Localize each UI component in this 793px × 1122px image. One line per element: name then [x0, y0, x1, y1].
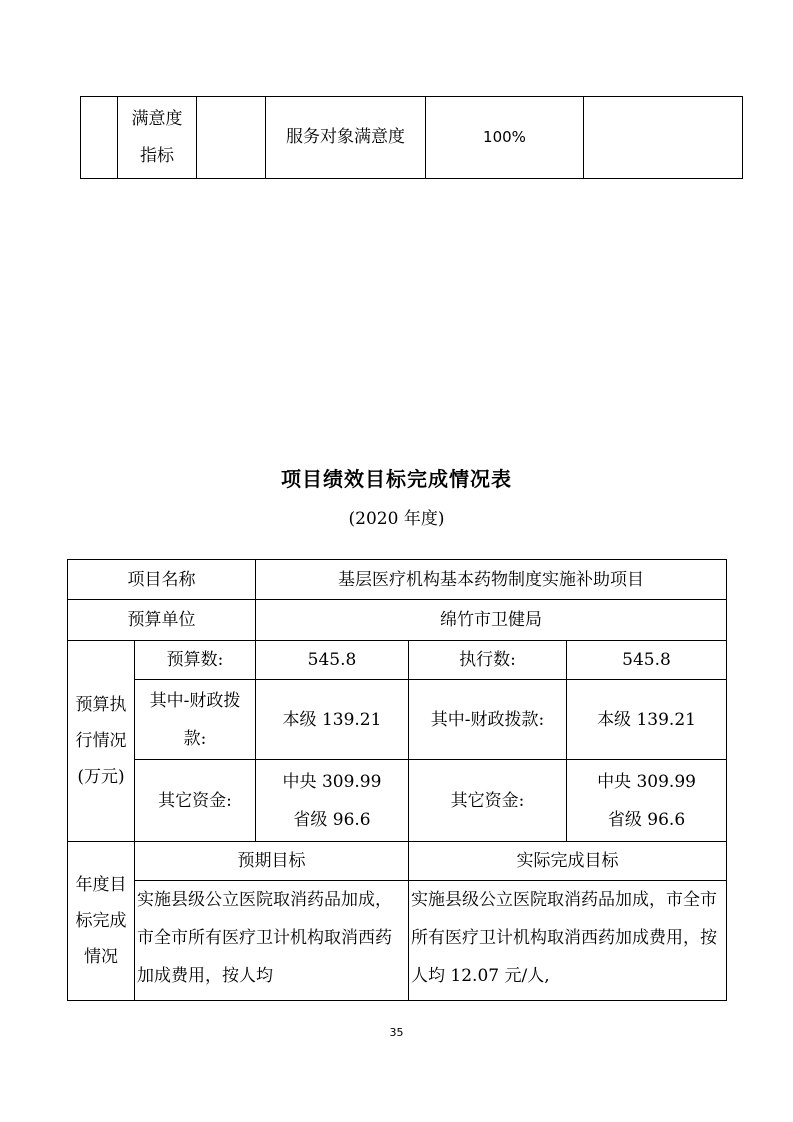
other-value-right [567, 760, 727, 842]
fiscal-value-left: 本级 139.21 [256, 680, 409, 760]
top-table-category: 满意度指标 [118, 97, 197, 179]
actual-target-text: 实施县级公立医院取消药品加成，市全市所有医疗卫计机构取消西药加成费用，按人均 12.07 元/人, [409, 881, 727, 1001]
actual-target-header: 实际完成目标 [409, 842, 727, 881]
budget-unit-label: 预算单位 [68, 600, 256, 641]
annual-target-label: 年度目标完成情况 [68, 842, 135, 1001]
page-title: 项目绩效目标完成情况表 [281, 467, 512, 491]
budget-exec-label: 预算执行情况(万元) [68, 641, 135, 842]
fiscal-label-right: 其中-财政拨款: [409, 680, 567, 760]
project-name-label: 项目名称 [68, 560, 256, 600]
exec-label: 执行数: [409, 641, 567, 680]
other-province-right: 省级 96.6 [607, 809, 686, 830]
expected-target-header: 预期目标 [135, 842, 409, 881]
other-label-left: 其它资金: [135, 760, 256, 842]
top-table-indicator: 服务对象满意度 [266, 97, 426, 179]
budget-unit-value: 绵竹市卫健局 [256, 600, 727, 641]
other-central-left: 中央 309.99 [282, 771, 382, 792]
exec-value: 545.8 [567, 641, 727, 680]
project-name-value: 基层医疗机构基本药物制度实施补助项目 [256, 560, 727, 600]
page-subtitle: (2020 年度) [348, 509, 445, 529]
performance-table [67, 559, 727, 1001]
other-value-left [256, 760, 409, 842]
other-central-right: 中央 309.99 [597, 771, 696, 792]
top-table [80, 96, 743, 179]
page-number: 35 [389, 1026, 404, 1039]
top-table-empty-cell [584, 97, 743, 179]
fiscal-label-left: 其中-财政拨款: [135, 680, 256, 760]
top-table-value: 100% [426, 97, 584, 179]
expected-target-text: 实施县级公立医院取消药品加成，市全市所有医疗卫计机构取消西药加成费用，按人均 [135, 881, 409, 1001]
other-label-right: 其它资金: [409, 760, 567, 842]
fiscal-value-right: 本级 139.21 [567, 680, 727, 760]
top-table-empty-cell [81, 97, 118, 179]
budget-value: 545.8 [256, 641, 409, 680]
other-province-left: 省级 96.6 [293, 809, 371, 830]
budget-label: 预算数: [135, 641, 256, 680]
top-table-empty-cell [197, 97, 266, 179]
